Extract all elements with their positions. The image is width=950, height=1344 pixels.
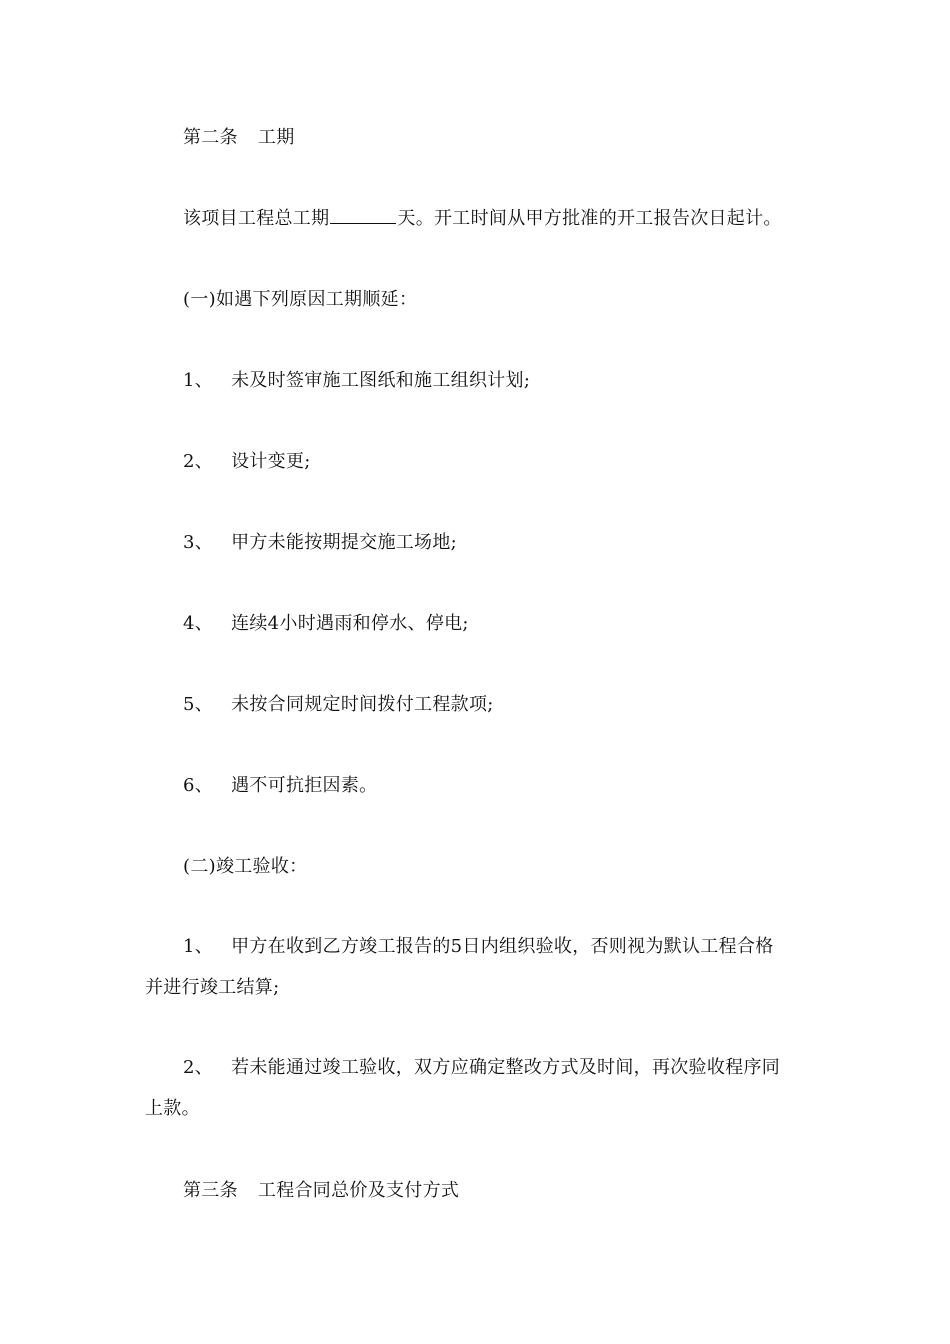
list-text: 甲方未能按期提交施工场地; (231, 532, 458, 553)
section-heading-3 (183, 1178, 459, 1204)
list-item (183, 530, 457, 556)
duration-text-after: 天。开工时间从甲方批准的开工报告次日起计。 (397, 208, 782, 229)
list-number: 3、 (183, 532, 214, 553)
list-number: 1、 (183, 370, 214, 391)
list-item (183, 773, 377, 799)
list-text: 连续4小时遇雨和停水、停电; (231, 613, 469, 634)
list-item (183, 449, 311, 475)
list-item (183, 368, 530, 394)
list-item (183, 611, 469, 637)
list-text: 遇不可抗拒因素。 (231, 775, 378, 796)
list-number: 6、 (183, 775, 214, 796)
list-text-continuation: 并进行竣工结算; (145, 977, 280, 998)
list-number: 5、 (183, 694, 214, 715)
list-text: 未按合同规定时间拨付工程款项; (231, 694, 494, 715)
duration-blank-field[interactable] (330, 205, 396, 224)
duration-paragraph (183, 205, 782, 232)
list-text: 设计变更; (231, 451, 311, 472)
list-text: 未及时签审施工图纸和施工组织计划; (231, 370, 531, 391)
list-item (183, 934, 774, 960)
list-text: 若未能通过竣工验收，双方应确定整改方式及时间，再次验收程序同 (231, 1057, 781, 1078)
list-item (183, 692, 494, 718)
section-number: 第二条 (183, 127, 238, 148)
section-heading-2 (183, 125, 295, 151)
acceptance-heading: (二)竣工验收： (183, 856, 308, 877)
list-number: 2、 (183, 451, 214, 472)
section-number: 第三条 (183, 1180, 238, 1201)
list-text: 甲方在收到乙方竣工报告的5日内组织验收，否则视为默认工程合格 (231, 936, 774, 957)
delay-heading: (一)如遇下列原因工期顺延： (183, 289, 418, 310)
duration-text-before: 该项目工程总工期 (183, 208, 330, 229)
section-title: 工程合同总价及支付方式 (257, 1180, 460, 1201)
list-text-continuation: 上款。 (145, 1098, 200, 1119)
list-number: 2、 (183, 1057, 214, 1078)
list-item (183, 1055, 780, 1081)
section-title: 工期 (257, 127, 295, 148)
list-number: 4、 (183, 613, 214, 634)
list-number: 1、 (183, 936, 214, 957)
